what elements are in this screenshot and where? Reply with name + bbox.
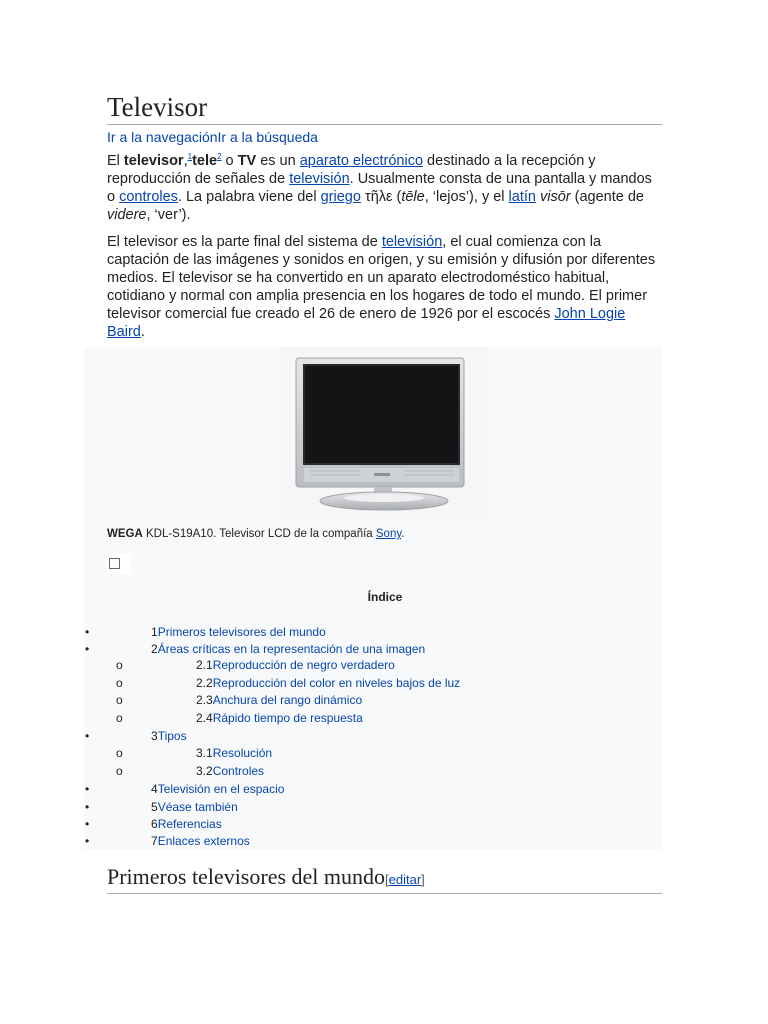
toc-item-link[interactable]: Véase también <box>157 800 238 814</box>
checkbox-square-icon <box>109 558 120 569</box>
toc-item[interactable] <box>116 711 363 725</box>
text: El televisor es la parte final del sistema de <box>107 234 382 250</box>
link-griego[interactable]: griego <box>320 189 361 205</box>
text: es un <box>256 153 300 169</box>
toc-item-number: 1 <box>151 625 158 639</box>
text: . <box>140 324 145 340</box>
term-tele-greek: tēle <box>401 189 425 205</box>
toc-item[interactable] <box>116 764 265 778</box>
reference-link-1[interactable]: 1 <box>187 152 193 162</box>
text: . La palabra viene del <box>177 189 321 205</box>
caption-text: KDL-S19A10. Televisor LCD de la compañía <box>142 528 376 540</box>
toc-item-link[interactable]: Reproducción de negro verdadero <box>212 658 395 672</box>
text: τῆλε ( <box>360 189 402 205</box>
toc-item-number: 3.1 <box>196 746 213 760</box>
text: , ‘ver’). <box>146 207 191 223</box>
jump-links <box>107 128 318 146</box>
caption-end: . <box>401 528 405 540</box>
edit-section <box>385 872 425 887</box>
image-caption <box>107 527 404 541</box>
toc-item[interactable] <box>85 625 326 639</box>
toc-item-number: 2 <box>151 642 158 656</box>
toc-bullet-icon: • <box>85 642 90 656</box>
link-television-2[interactable]: televisión <box>381 234 443 250</box>
link-sony[interactable]: Sony <box>375 528 402 540</box>
toc-item-link[interactable]: Rápido tiempo de respuesta <box>212 711 363 725</box>
toc-sub-bullet-icon: o <box>116 764 123 778</box>
term-tv: TV <box>237 153 257 169</box>
toc-item-number: 3.2 <box>196 764 213 778</box>
toc-item-link[interactable]: Resolución <box>212 746 273 760</box>
text: o <box>221 153 238 169</box>
text: El <box>107 153 124 169</box>
toc-item-number: 3 <box>151 729 158 743</box>
jump-to-search-link[interactable]: Ir a la búsqueda <box>217 129 318 145</box>
term-televisor: televisor <box>123 153 184 169</box>
toc-sub-bullet-icon: o <box>116 746 123 760</box>
toc-item[interactable] <box>85 817 222 831</box>
text: destinado a la recepción y reproducción de señales de <box>107 153 596 187</box>
toc-item[interactable] <box>116 658 395 672</box>
link-controles[interactable]: controles <box>119 189 178 205</box>
term-tele: tele <box>192 153 218 169</box>
toc-sub-bullet-icon: o <box>116 676 123 690</box>
toc-bullet-icon: • <box>85 800 90 814</box>
toc-sub-bullet-icon: o <box>116 693 123 707</box>
toc-item-link[interactable]: Áreas críticas en la representación de una imagen <box>157 642 426 656</box>
edit-section-link[interactable]: editar <box>388 872 422 887</box>
toc-item-link[interactable]: Enlaces externos <box>157 834 250 848</box>
toc-bullet-icon: • <box>85 782 90 796</box>
link-television[interactable]: televisión <box>289 171 350 187</box>
intro-paragraph-2 <box>107 233 662 341</box>
link-aparato-electronico[interactable]: aparato electrónico <box>299 153 424 169</box>
text: , <box>183 153 188 169</box>
toc-item-link[interactable]: Televisión en el espacio <box>157 782 285 796</box>
toc-item-number: 2.4 <box>196 711 213 725</box>
jump-to-navigation-link[interactable]: Ir a la navegación <box>107 129 218 145</box>
toc-item[interactable] <box>116 676 461 690</box>
toc-sub-bullet-icon: o <box>116 658 123 672</box>
toc-item[interactable] <box>85 834 250 848</box>
toc-item-link[interactable]: Primeros televisores del mundo <box>157 625 326 639</box>
toc-item[interactable] <box>85 800 238 814</box>
toc-item[interactable] <box>85 782 285 796</box>
toc-item-number: 2.3 <box>196 693 213 707</box>
toc-item-number: 2.2 <box>196 676 213 690</box>
text: , el cual comienza con la captación de las imágenes y sonidos en origen, y su emisión y difusión por diferentes medios. El televisor se ha convertido en un aparato electrodoméstico habitual, cotidiano y normal con amplia presencia en los hogares de todo el mundo. El primer televisor comercial fue creado el 26 de enero de 1926 por el escocés <box>107 234 656 322</box>
toc-title: Índice <box>367 590 403 604</box>
reference-link-2[interactable]: 2 <box>217 152 222 162</box>
term-videre: videre <box>107 207 147 223</box>
toc-item[interactable] <box>116 693 363 707</box>
toc-item-link[interactable]: Referencias <box>157 817 222 831</box>
toc-bullet-icon: • <box>85 817 90 831</box>
toc-bullet-icon: • <box>85 625 90 639</box>
page-title: Televisor <box>107 90 662 125</box>
text: (agente de <box>570 189 644 205</box>
toc-item-number: 6 <box>151 817 158 831</box>
text: , ‘lejos’), y el <box>424 189 509 205</box>
toc-item-number: 5 <box>151 800 158 814</box>
toc-item-number: 7 <box>151 834 158 848</box>
toc-item-number: 4 <box>151 782 158 796</box>
edit-bracket-open: [ <box>385 872 389 887</box>
lcd-television-illustration <box>280 347 488 520</box>
toc-item[interactable] <box>85 729 187 743</box>
toc-item-link[interactable]: Tipos <box>157 729 187 743</box>
term-visor: visōr <box>540 189 571 205</box>
intro-paragraph-1 <box>107 152 662 224</box>
toc-sub-bullet-icon: o <box>116 711 123 725</box>
toc-bullet-icon: • <box>85 729 90 743</box>
tv-image[interactable] <box>280 347 488 520</box>
section-heading-text: Primeros televisores del mundo <box>107 864 386 889</box>
toc-item-link[interactable]: Controles <box>212 764 265 778</box>
edit-bracket-close: ] <box>421 872 425 887</box>
link-john-logie-baird[interactable]: John Logie Baird <box>107 306 626 340</box>
toc-item[interactable] <box>116 746 273 760</box>
toc-item[interactable] <box>85 642 426 656</box>
toc-bullet-icon: • <box>85 834 90 848</box>
toc-item-link[interactable]: Reproducción del color en niveles bajos de luz <box>212 676 461 690</box>
section-heading-primeros-televisores <box>107 864 662 894</box>
text: . Usualmente consta de una pantalla y mandos o <box>107 171 652 205</box>
toc-item-link[interactable]: Anchura del rango dinámico <box>212 693 363 707</box>
wega-logo-text: WEGA <box>107 528 143 540</box>
link-latin[interactable]: latín <box>508 189 536 205</box>
toc-toggle-checkbox[interactable] <box>107 554 131 574</box>
toc-item-number: 2.1 <box>196 658 213 672</box>
